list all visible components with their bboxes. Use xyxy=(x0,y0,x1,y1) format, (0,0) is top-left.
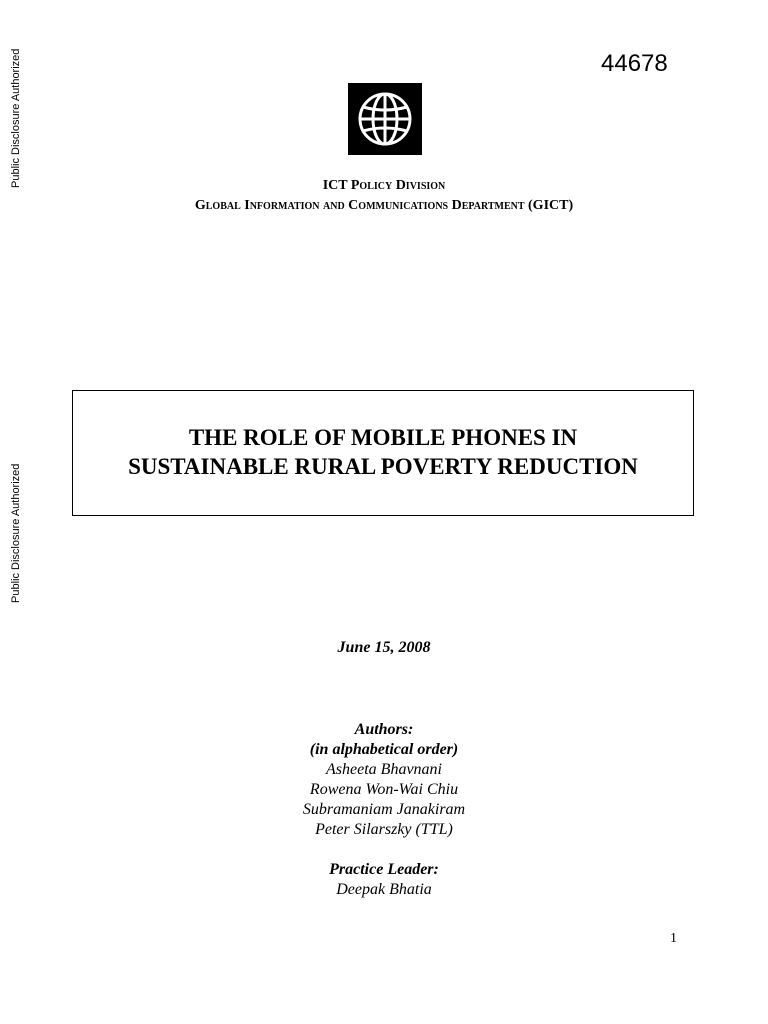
authors-heading: Authors: xyxy=(354,721,414,738)
practice-leader-name: Deepak Bhatia xyxy=(336,881,432,898)
title-line-1: THE ROLE OF MOBILE PHONES IN xyxy=(188,425,578,450)
disclosure-note-middle: Public Disclosure Authorized xyxy=(10,463,22,603)
publication-date: June 15, 2008 xyxy=(337,639,431,656)
title-box xyxy=(72,390,694,516)
division-name: ICT Policy Division xyxy=(322,178,446,193)
author-name: Subramaniam Janakiram xyxy=(302,801,466,818)
world-bank-globe-icon xyxy=(348,83,422,155)
document-number: 44678 xyxy=(601,50,668,77)
author-name: Rowena Won-Wai Chiu xyxy=(309,781,459,798)
practice-leader-heading: Practice Leader: xyxy=(329,861,439,878)
disclosure-note-top: Public Disclosure Authorized xyxy=(10,48,22,188)
author-name: Asheeta Bhavnani xyxy=(326,761,442,778)
authors-order-note: (in alphabetical order) xyxy=(309,741,459,758)
department-name: Global Information and Communications Department (GICT) xyxy=(194,198,574,213)
author-name: Peter Silarszky (TTL) xyxy=(315,821,453,838)
title-line-2: SUSTAINABLE RURAL POVERTY REDUCTION xyxy=(128,454,638,479)
page-number: 1 xyxy=(670,931,677,946)
